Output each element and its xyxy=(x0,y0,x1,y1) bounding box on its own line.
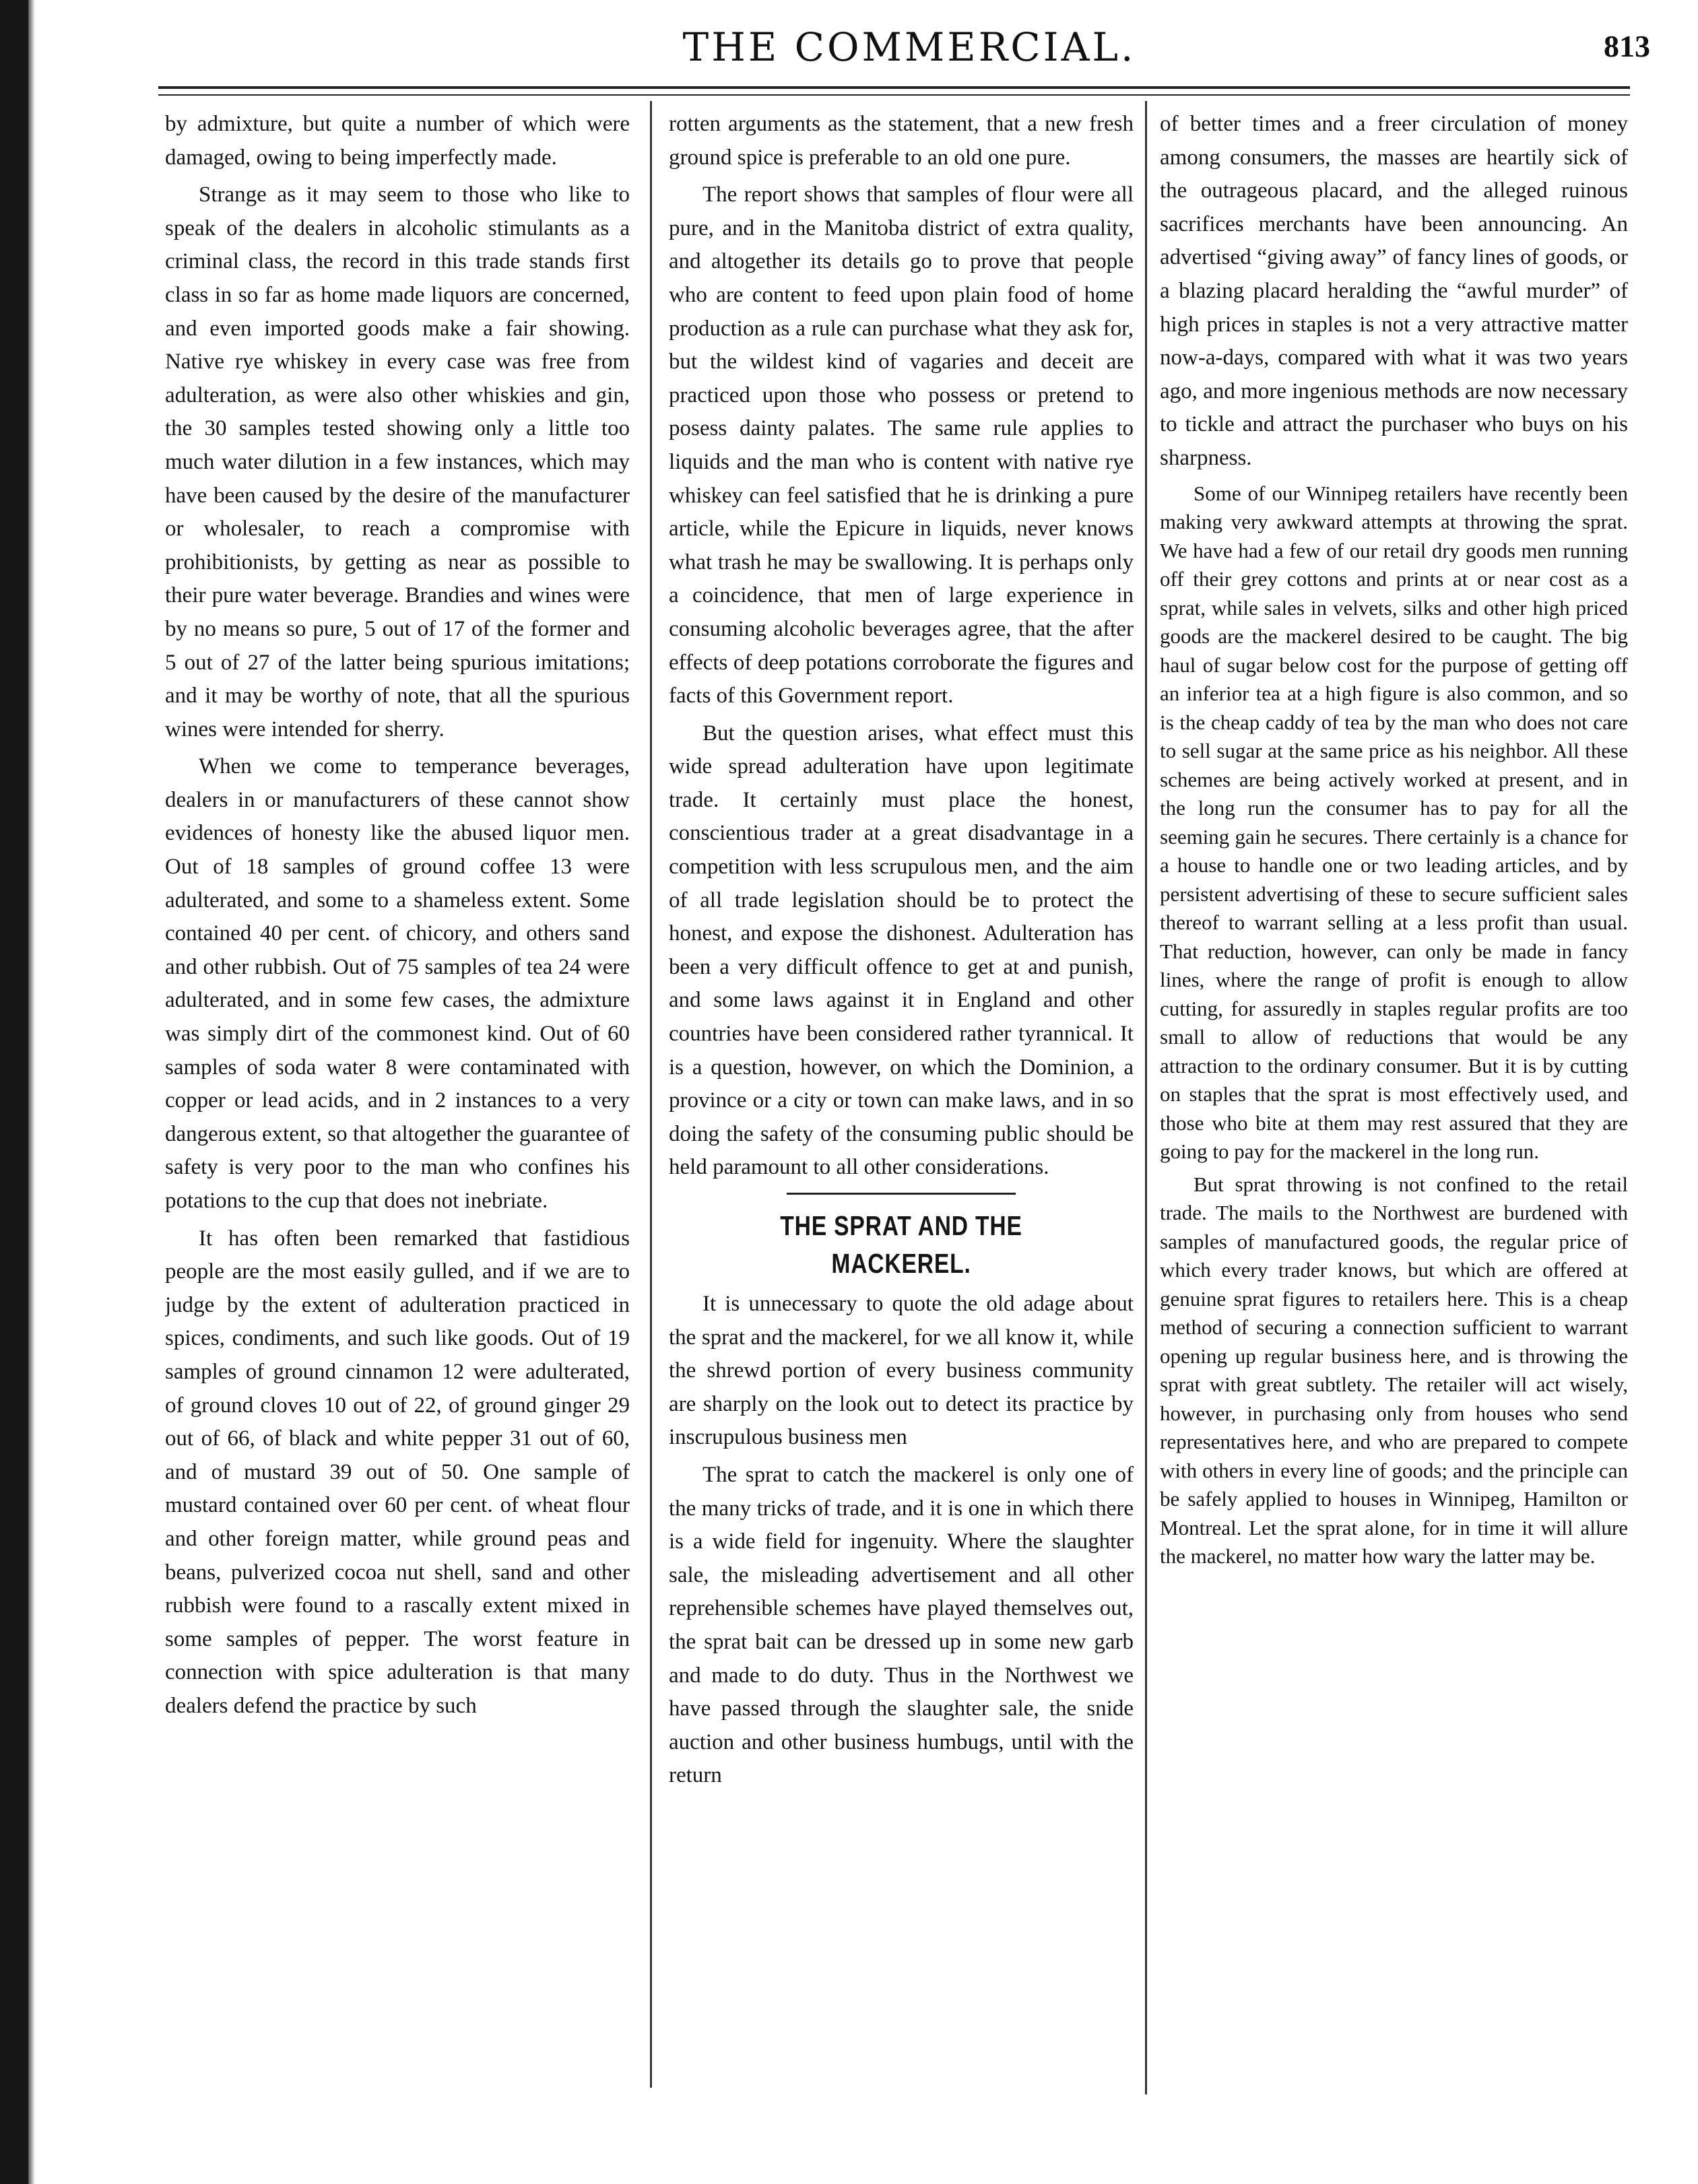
paragraph: Some of our Winnipeg retailers have recently been making very awkward attempts at throwing the sprat. We have had a few of our retail dry goods men running off their grey cottons and prints at or near cost as a sprat, while sales in velvets, silks and other high priced goods are the mackerel desired to be caught. The big haul of sugar below cost for the purpose of getting off an inferior tea at a high figure is also common, and so is the cheap caddy of tea by the man who does not care to sell sugar at the same price as his neighbor. All these schemes are being actively worked at present, and in the long run the consumer has to pay for all the seeming gain he secures. There certainly is a chance for a house to handle one or two leading articles, and by persistent advertising of these to secure sufficient sales thereof to warrant selling at a less profit than usual. That reduction, however, can only be made in fancy lines, where the range of profit is enough to allow cutting, for assuredly in staples regular profits are too small to allow of reductions that would be any attraction to the ordinary consumer. But it is by cutting on staples that the sprat is most effectively used, and those who bite at them may rest assured that they are going to pay for the mackerel in the long run. xyxy=(1160,481,1628,1164)
column-2 xyxy=(669,108,1134,2135)
page-title: THE COMMERCIAL. xyxy=(682,24,1136,70)
page-number: 813 xyxy=(1604,29,1650,63)
paragraph: But sprat throwing is not confined to the retail trade. The mails to the Northwest are burdened with samples of manufactured goods, the regular price of which every trader knows, but which are offered at genuine sprat figures to retailers here. This is a cheap method of securing a connection sufficient to warrant opening up regular business here, and is throwing the sprat with great subtlety. The retailer will act wisely, however, in purchasing only from houses who send representatives here, and who are prepared to compete with others in every line of goods; and the principle can be safely applied to houses in Winnipeg, Hamilton or Montreal. Let the sprat alone, for in time it will allure the mackerel, no matter how wary the latter may be. xyxy=(1160,1172,1628,1568)
paragraph: of better times and a freer circulation of money among consumers, the masses are heartily sick of the outrageous placard, and the alleged ruinous sacrifices merchants have been announcing. An advertised “giving away” of fancy lines of goods, or a blazing placard heralding the “awful murder” of high prices in staples is not a very attractive matter now-a-days, compared with what it was two years ago, and more ingenious methods are now necessary to tickle and attract the purchaser who buys on his sharpness. xyxy=(1160,112,1628,470)
paragraph: Strange as it may seem to those who like to speak of the dealers in alcoholic stimulants as a criminal class, the record in this trade stands first class in so far as home made liquors are concerned, and even imported goods make a fair showing. Native rye whiskey in every case was free from adulteration, as were also other whiskies and gin, the 30 samples tested showing only a little too much water dilution in a few instances, which may have been caused by the desire of the manufacturer or wholesaler, to reach a compromise with prohibitionists, by getting as near as possible to their pure water beverage. Brandies and wines were by no means so pure, 5 out of 17 of the former and 5 out of 27 of the latter being spurious imitations; and it may be worthy of note, that all the spurious wines were intended for sherry. xyxy=(165,183,630,741)
column-divider-2 xyxy=(1145,101,1147,2094)
paragraph: rotten arguments as the statement, that a new fresh ground spice is preferable to an old one pure. xyxy=(669,112,1134,170)
paragraph: The report shows that samples of flour were all pure, and in the Manitoba district of extra quality, and altogether its details go to prove that people who are content to feed upon plain food of home production as a rule can purchase what they ask for, but the wildest kind of vagaries and deceit are practiced upon those who possess or pretend to posess dainty palates. The same rule applies to liquids and the man who is content with native rye whiskey can feel satisfied that he is drinking a pure article, while the Epicure in liquids, never knows what trash he may be swallowing. It is perhaps only a coincidence, that men of large experience in consuming alcoholic beverages agree, that the after effects of deep potations corroborate the figures and facts of this Government report. xyxy=(669,183,1134,708)
column-3 xyxy=(1160,108,1628,2155)
header-rule-thick xyxy=(158,86,1630,89)
column-1 xyxy=(165,108,630,2135)
paragraph: The sprat to catch the mackerel is only one of the many tricks of trade, and it is one in which there is a wide field for ingenuity. Where the slaughter sale, the misleading advertisement and all other reprehensible schemes have played themselves out, the sprat bait can be dressed up in some new garb and made to do duty. Thus in the Northwest we have passed through the slaughter sale, the snide auction and other business humbugs, until with the return xyxy=(669,1462,1134,1788)
paragraph: It has often been remarked that fastidious people are the most easily gulled, and if we are to judge by the extent of adulteration practiced in spices, condiments, and such like goods. Out of 19 samples of ground cinnamon 12 were adulterated, of ground cloves 10 out of 22, of ground ginger 29 out of 66, of black and white pepper 31 out of 60, and of mustard 39 out of 50. One sample of mustard contained over 60 per cent. of wheat flour and other foreign matter, while ground peas and beans, pulverized cocoa nut shell, sand and other rubbish were found to a rascally extent mixed in some samples of pepper. The worst feature in connection with spice adulteration is that many dealers defend the practice by such xyxy=(165,1226,630,1718)
header-rule-thin xyxy=(158,94,1630,96)
heading-rule xyxy=(787,1193,1016,1195)
paragraph: When we come to temperance beverages, dealers in or manufacturers of these cannot show evidences of honesty like the abused liquor men. Out of 18 samples of ground coffee 13 were adulterated, and some to a shameless extent. Some contained 40 per cent. of chicory, and others sand and other rubbish. Out of 75 samples of tea 24 were adulterated, and in some few cases, the admixture was simply dirt of the commonest kind. Out of 60 samples of soda water 8 were contaminated with copper or lead acids, and in 2 instances to a very dangerous extent, so that altogether the guarantee of safety is very poor to the man who confines his potations to the cup that does not inebriate. xyxy=(165,754,630,1213)
column-divider-1 xyxy=(650,101,652,2088)
binding-shadow xyxy=(28,0,35,2184)
paragraph: by admixture, but quite a number of which were damaged, owing to being imperfectly made. xyxy=(165,112,630,170)
article-heading: THE SPRAT AND THE MACKEREL. xyxy=(780,1210,1022,1279)
article-heading-block xyxy=(669,1193,1134,1282)
paragraph: But the question arises, what effect must this wide spread adulteration have upon legitimate trade. It certainly must place the honest, conscientious trader at a great disadvantage in a competition with less scrupulous men, and the aim of all trade legislation should be to protect the honest, and expose the dishonest. Adulteration has been a very difficult offence to get at and punish, and some laws against it in England and other countries have been considered rather tyrannical. It is a question, however, on which the Dominion, a province or a city or town can make laws, and in so doing the safety of the consuming public should be held paramount to all other considerations. xyxy=(669,721,1134,1180)
binding-spine xyxy=(0,0,28,2184)
paragraph: It is unnecessary to quote the old adage about the sprat and the mackerel, for we all know it, while the shrewd portion of every business community are sharply on the look out to detect its practice by inscrupulous business men xyxy=(669,1292,1134,1450)
